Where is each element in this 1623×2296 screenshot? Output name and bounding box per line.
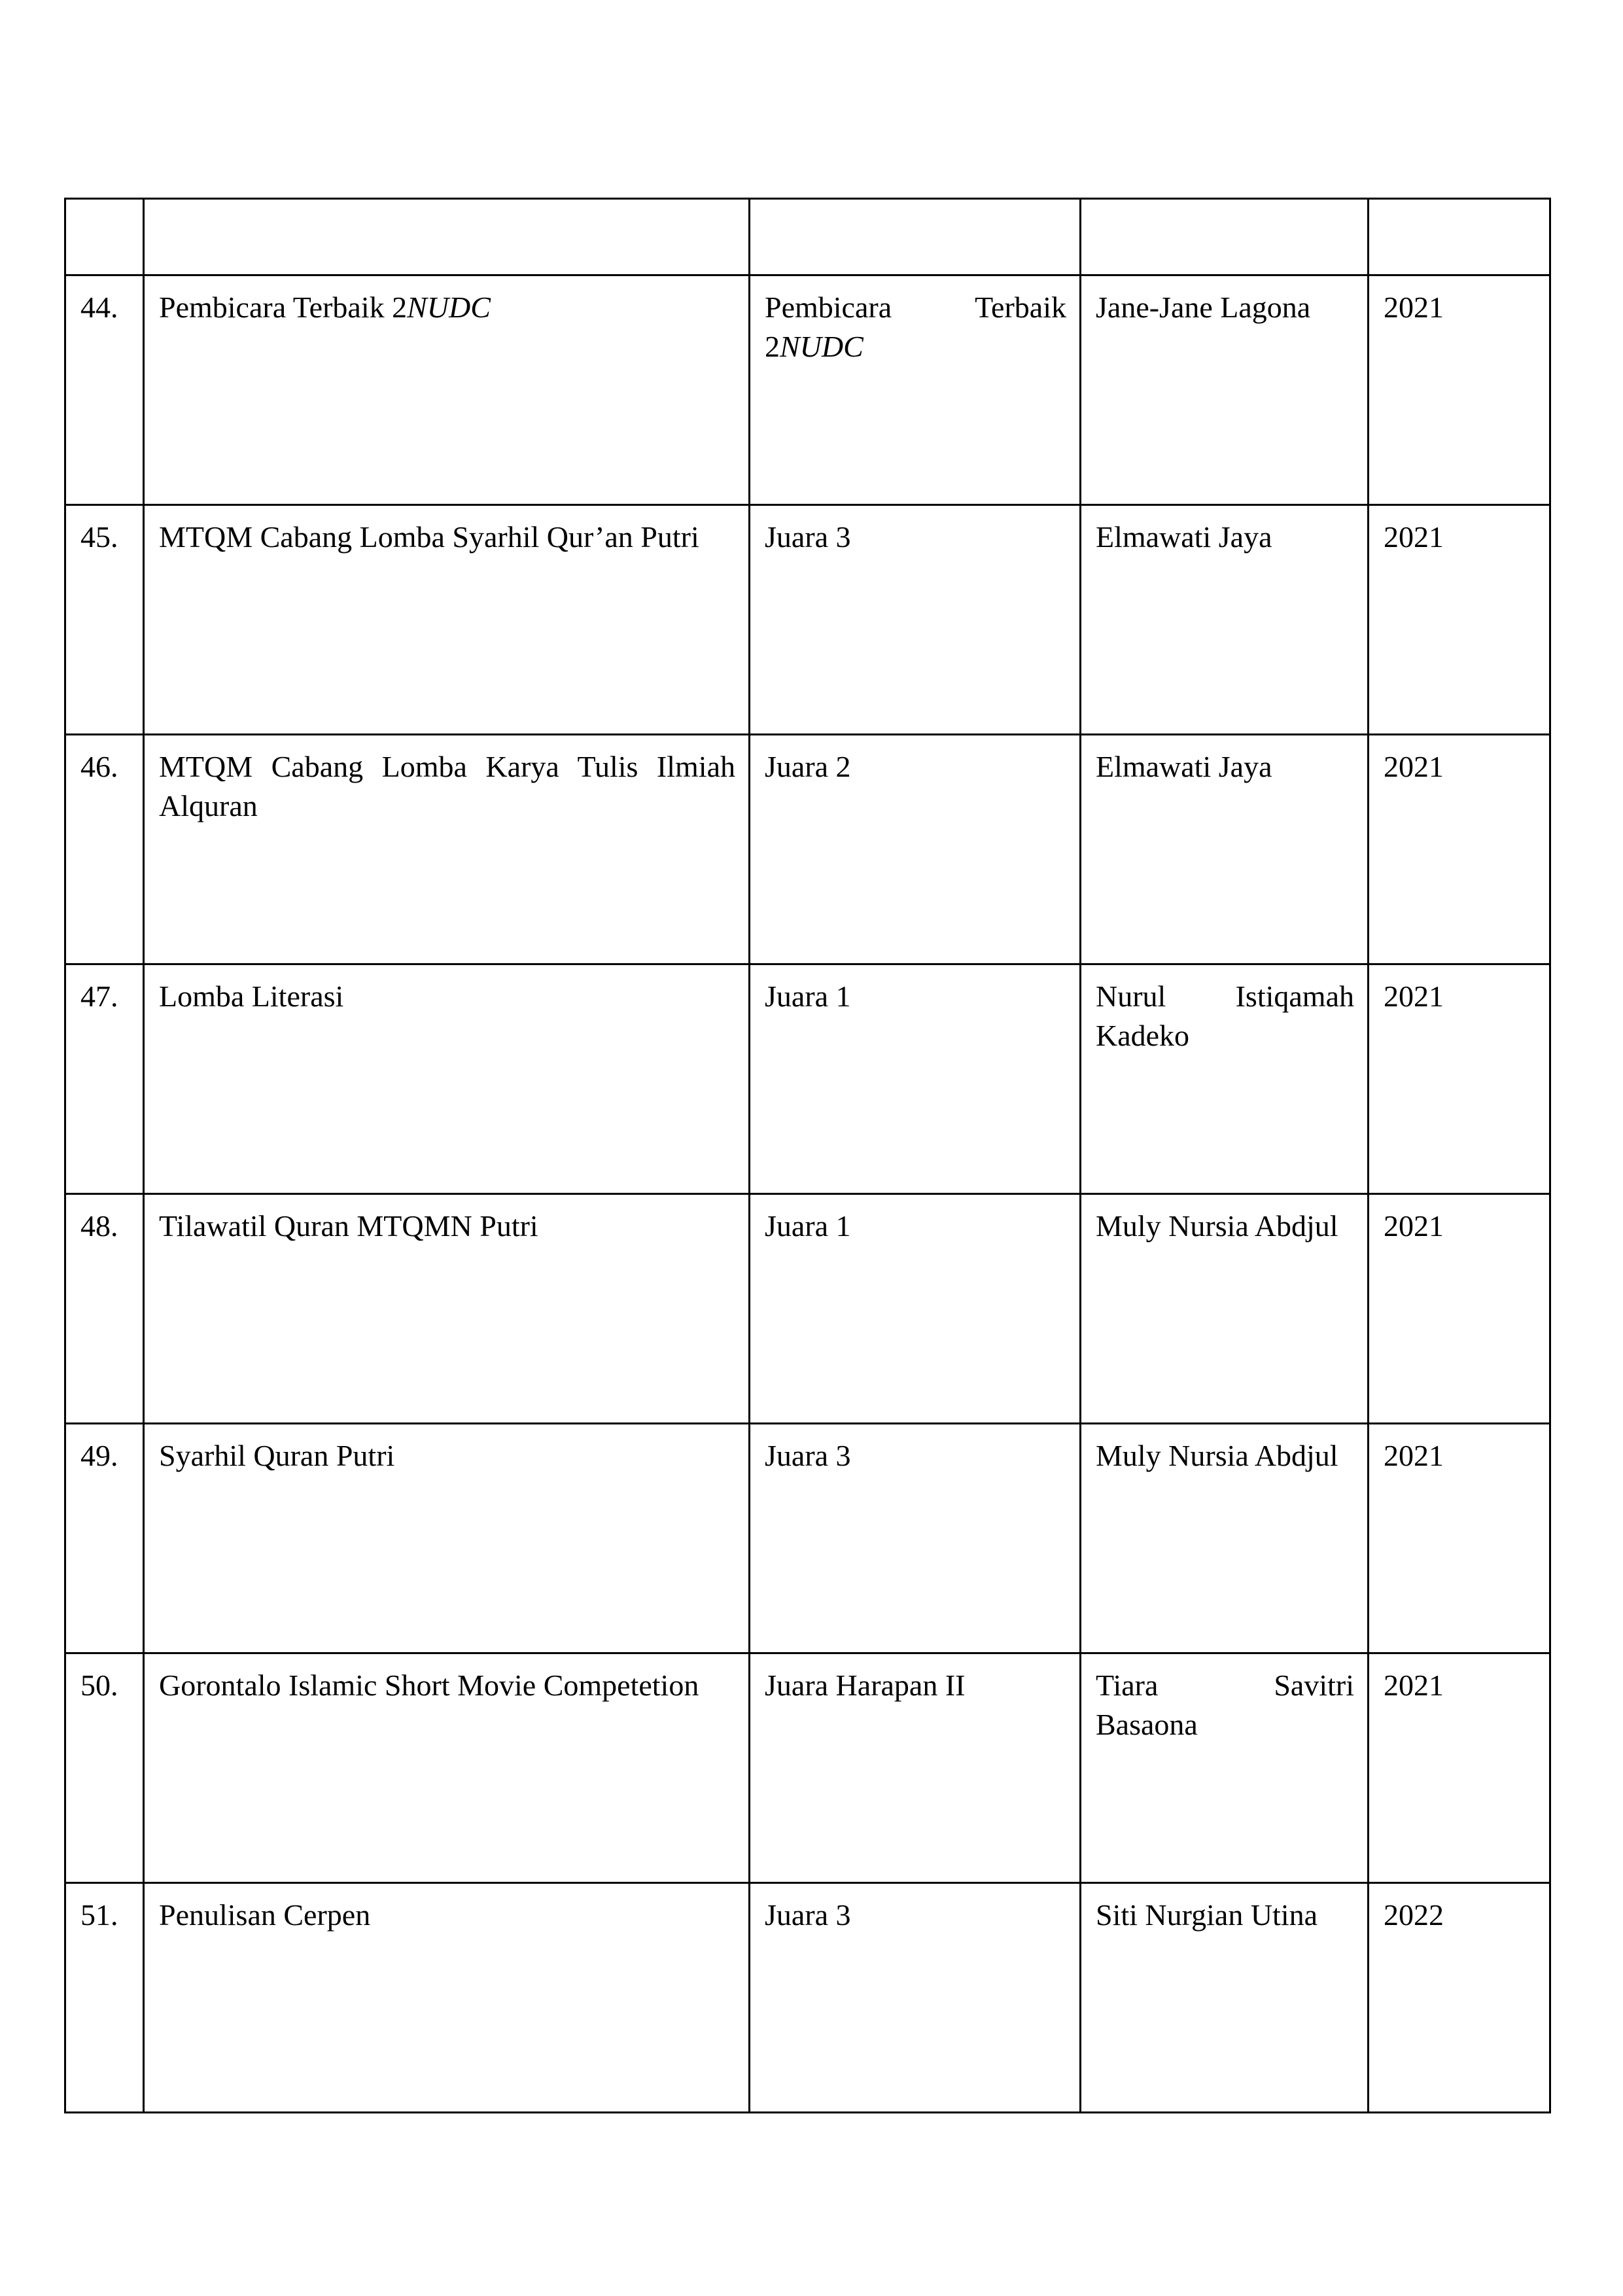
rank-text: Juara 1 (765, 980, 851, 1013)
year-cell: 2021 (1369, 1194, 1550, 1424)
name-cell: Muly Nursia Abdjul (1081, 1194, 1369, 1424)
name-cell: Elmawati Jaya (1081, 735, 1369, 964)
header-cell-name (1081, 199, 1369, 275)
row-number: 48. (65, 1194, 144, 1424)
event-text: Syarhil Quran Putri (159, 1439, 395, 1472)
event-cell (144, 505, 750, 735)
row-number: 51. (65, 1883, 144, 2113)
rank-text: Juara Harapan II (765, 1669, 966, 1702)
rank-cell (750, 1653, 1081, 1883)
event-text: Tilawatil Quran MTQMN Putri (159, 1209, 538, 1243)
header-cell-no (65, 199, 144, 275)
table-header-row (65, 199, 1550, 275)
table-row (65, 1424, 1550, 1653)
event-cell (144, 1424, 750, 1653)
year-cell: 2021 (1369, 964, 1550, 1194)
row-number: 45. (65, 505, 144, 735)
year-cell: 2021 (1369, 275, 1550, 505)
event-text: Penulisan Cerpen (159, 1898, 371, 1932)
rank-cell (750, 964, 1081, 1194)
header-cell-event (144, 199, 750, 275)
table-row (65, 1883, 1550, 2113)
name-cell: Elmawati Jaya (1081, 505, 1369, 735)
year-cell: 2021 (1369, 505, 1550, 735)
table-row (65, 1653, 1550, 1883)
row-number: 50. (65, 1653, 144, 1883)
event-text: Lomba Literasi (159, 980, 344, 1013)
rank-cell (750, 1194, 1081, 1424)
table-row (65, 735, 1550, 964)
event-text: MTQM Cabang Lomba Syarhil Qur’an Putri (159, 520, 699, 554)
year-cell: 2021 (1369, 735, 1550, 964)
event-text-suffix: NUDC (407, 291, 491, 324)
event-cell (144, 1194, 750, 1424)
rank-text: Juara 3 (765, 1439, 851, 1472)
event-text: MTQM Cabang Lomba Karya Tulis Ilmiah Alquran (159, 750, 735, 822)
rank-text: Juara 2 (765, 750, 851, 783)
rank-text: Juara 1 (765, 1209, 851, 1243)
rank-text: Juara 3 (765, 520, 851, 554)
name-cell: Nurul Istiqamah Kadeko (1081, 964, 1369, 1194)
row-number: 47. (65, 964, 144, 1194)
awards-table (64, 198, 1551, 2113)
year-cell: 2021 (1369, 1653, 1550, 1883)
row-number: 44. (65, 275, 144, 505)
rank-cell (750, 505, 1081, 735)
row-number: 49. (65, 1424, 144, 1653)
name-cell: Muly Nursia Abdjul (1081, 1424, 1369, 1653)
rank-text-suffix: NUDC (780, 330, 864, 363)
table-row (65, 275, 1550, 505)
event-cell (144, 735, 750, 964)
rank-cell (750, 1424, 1081, 1653)
year-cell: 2021 (1369, 1424, 1550, 1653)
rank-cell (750, 1883, 1081, 2113)
event-cell (144, 275, 750, 505)
event-text: Pembicara Terbaik 2 (159, 291, 408, 324)
year-cell: 2022 (1369, 1883, 1550, 2113)
rank-text: Juara 3 (765, 1898, 851, 1932)
awards-table-body (65, 199, 1550, 2113)
name-cell: Siti Nurgian Utina (1081, 1883, 1369, 2113)
rank-text: Pembicara Terbaik 2 (765, 291, 1066, 363)
event-cell (144, 1883, 750, 2113)
table-row (65, 505, 1550, 735)
name-cell: Jane-Jane Lagona (1081, 275, 1369, 505)
header-cell-rank (750, 199, 1081, 275)
name-cell: Tiara Savitri Basaona (1081, 1653, 1369, 1883)
row-number: 46. (65, 735, 144, 964)
table-row (65, 964, 1550, 1194)
rank-cell (750, 275, 1081, 505)
event-cell (144, 964, 750, 1194)
rank-cell (750, 735, 1081, 964)
header-cell-year (1369, 199, 1550, 275)
table-row (65, 1194, 1550, 1424)
event-cell (144, 1653, 750, 1883)
event-text: Gorontalo Islamic Short Movie Competetion (159, 1669, 699, 1702)
